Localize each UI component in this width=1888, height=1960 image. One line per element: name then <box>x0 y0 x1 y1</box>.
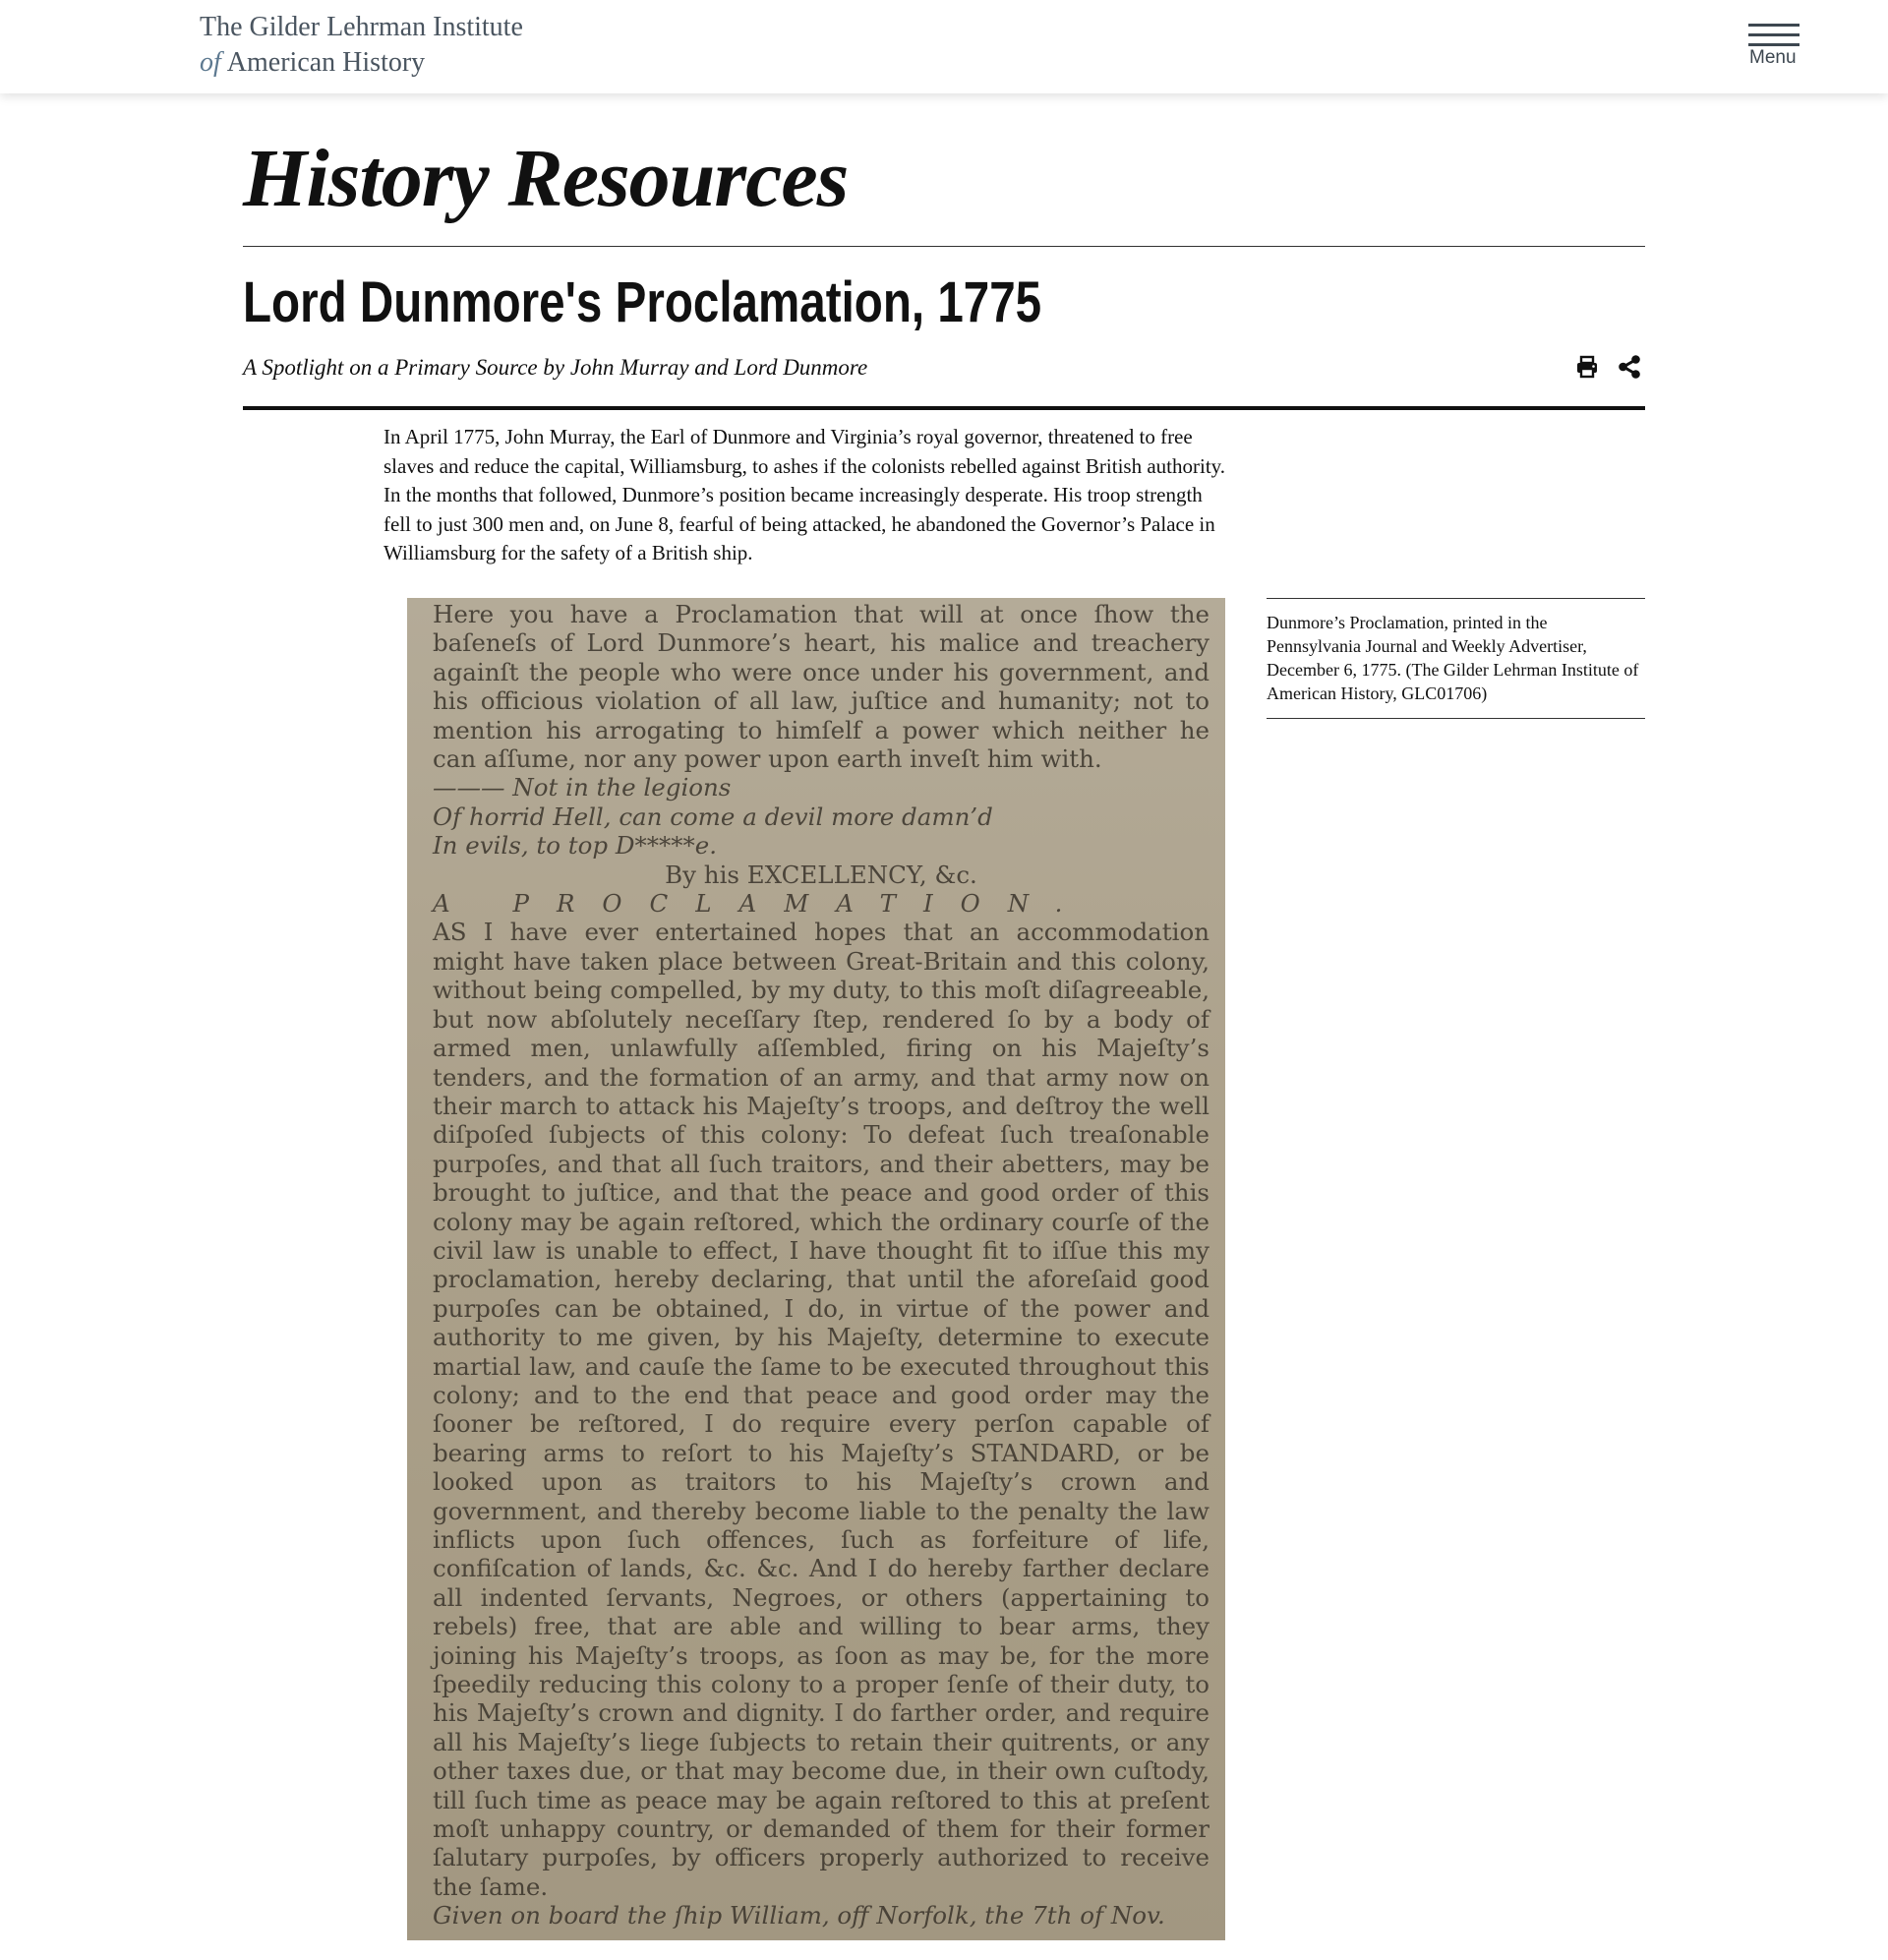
doc-body: AS I have ever entertained hopes that an accommodation might have taken place between Great-Britain and this colony, without being compelled, by my duty, to this moſt diſagreeable, but now abſolutely neceſſary ſtep, rendered ſo by a body of armed men, unlawfully aſſembled, firing on his Majeſty’s tenders, and the formation of an army, and that army now on their march to attack his Majeſty’s troops, and deſtroy the well diſpoſed ſubjects of this colony: To defeat ſuch treaſonable purpoſes, and that all ſuch traitors, and their abetters, may be brought to juſtice, and that the peace and good order of this colony may be again reſtored, which the ordinary courſe of the civil law is unable to effect, I have thought fit to iſſue this my proclamation, hereby declaring, that until the aforeſaid good purpoſes can be obtained, I do, in virtue of the power and authority to me given, by his Majeſty, determine to execute martial law, and cauſe the ſame to be executed throughout this colony; and to the end that peace and good order may the ſooner be reſtored, I do require every perſon capable of bearing arms to reſort to his Majeſty’s STANDARD, or be looked upon as traitors to his Majeſty’s crown and government, and thereby become liable to the penalty the law inflicts upon ſuch offences, ſuch as forfeiture of life, confiſcation of lands, &c. &c. And I do hereby farther declare all indented ſervants, Negroes, or others (appertaining to rebels) free, that are able and willing to bear arms, they joining his Majeſty’s troops, as ſoon as may be, for the more ſpeedily reducing this colony to a proper ſenſe of their duty, to his Majeſty’s crown and dignity. I do farther order, and require all his Majeſty’s liege ſubjects to retain their quitrents, or any other taxes due, or that may become due, in their own cuſtody, till ſuch time as peace may be again reſtored to this at preſent moſt unhappy country, or demanded of them for their former ſalutary purpoſes, by officers properly authorized to receive the ſame. <box>433 918 1210 1901</box>
menu-button[interactable] <box>1748 24 1800 73</box>
logo-line-1: The Gilder Lehrman Institute <box>200 12 523 42</box>
proclamation-image[interactable] <box>407 598 1225 1940</box>
section-title: History Resources <box>243 133 849 224</box>
section-divider <box>243 246 1645 247</box>
site-header <box>0 0 1888 93</box>
hamburger-icon <box>1748 43 1800 46</box>
doc-byline: By his EXCELLENCY, &c. <box>665 860 977 889</box>
doc-verse-2: Of horrid Hell, can come a devil more damn’d <box>433 802 993 831</box>
article-subtitle: A Spotlight on a Primary Source by John Murray and Lord Dunmore <box>243 355 868 380</box>
logo-line-2-text: American History <box>226 47 426 78</box>
hamburger-icon <box>1748 33 1800 36</box>
proclamation-scan-text <box>433 600 1210 1930</box>
image-caption: Dunmore’s Proclamation, printed in the Pennsylvania Journal and Weekly Advertiser, December 6, 1775. (The Gilder Lehrman Institute of American History, GLC01706) <box>1267 613 1639 703</box>
menu-label: Menu <box>1749 47 1797 68</box>
logo-of: of <box>200 47 221 78</box>
site-logo[interactable] <box>200 10 523 81</box>
article-header-divider <box>243 406 1645 410</box>
doc-preface: Here you have a Proclamation that will at once ſhow the baſeneſs of Lord Dunmore’s heart, his malice and treachery againſt the people who were once under his government, and his officious violation of all law, juſtice and humanity; not to mention his arrogating to himſelf a power which neither he can aſſume, nor any power upon earth inveſt him with. <box>433 600 1210 774</box>
share-icon[interactable] <box>1617 354 1642 380</box>
logo-line-2 <box>200 45 523 81</box>
doc-verse-1: ——— Not in the legions <box>433 773 732 802</box>
intro-paragraph: In April 1775, John Murray, the Earl of Dunmore and Virginia’s royal governor, threatened to free slaves and reduce the capital, Williamsburg, to ashes if the colonists rebelled against British authority. In the months that followed, Dunmore’s position became increasingly desperate. His troop strength fell to just 300 men and, on June 8, fearful of being attacked, he abandoned the Governor’s Palace in Williamsburg for the safety of a British ship. <box>384 425 1226 564</box>
image-caption-box <box>1267 598 1645 719</box>
print-icon[interactable] <box>1574 354 1600 380</box>
hamburger-icon <box>1748 24 1800 27</box>
article-title: Lord Dunmore's Proclamation, 1775 <box>243 270 1042 334</box>
doc-heading: A PROCLAMATION. <box>433 889 1091 919</box>
doc-verse-3: In evils, to top D*****e. <box>433 831 718 861</box>
doc-closing: Given on board the ſhip William, off Norfolk, the 7th of Nov. <box>433 1901 1165 1930</box>
